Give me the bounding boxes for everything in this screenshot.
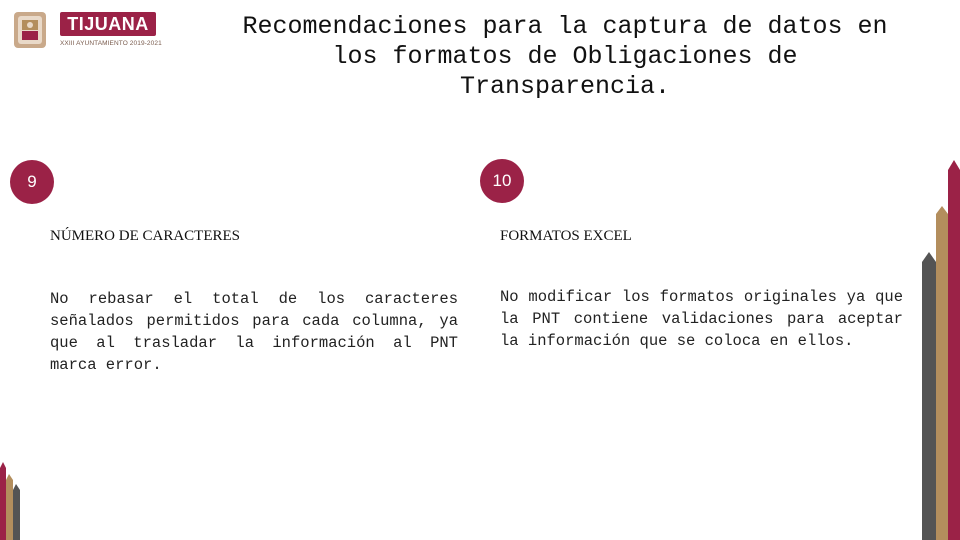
city-seal-icon (10, 10, 50, 50)
decorative-bar-gold (6, 474, 13, 540)
decorative-bar-gray (922, 252, 936, 540)
page-title: Recomendaciones para la captura de datos en los formatos de Obligaciones de Transparencia. (242, 12, 888, 101)
municipal-logo (10, 10, 162, 52)
card-heading: FORMATOS EXCEL (500, 228, 632, 244)
step-number-badge: 10 (480, 159, 524, 203)
decorative-bar-gold (936, 206, 948, 540)
decorative-bar-gray (13, 484, 20, 540)
decorative-bar-burgundy (0, 462, 6, 540)
logo-subtitle: XXIII AYUNTAMIENTO 2019-2021 (60, 40, 162, 47)
logo-name: TIJUANA (60, 12, 156, 36)
card-heading: NÚMERO DE CARACTERES (50, 228, 241, 244)
step-number-badge: 9 (10, 160, 54, 204)
card-body: No modificar los formatos originales ya que la PNT contiene validaciones para aceptar la información que se coloca en ellos. (500, 288, 903, 350)
decorative-bar-burgundy (948, 160, 960, 540)
card-body: No rebasar el total de los caracteres señalados permitidos para cada columna, ya que al trasladar la información al PNT marca error. (50, 290, 458, 374)
